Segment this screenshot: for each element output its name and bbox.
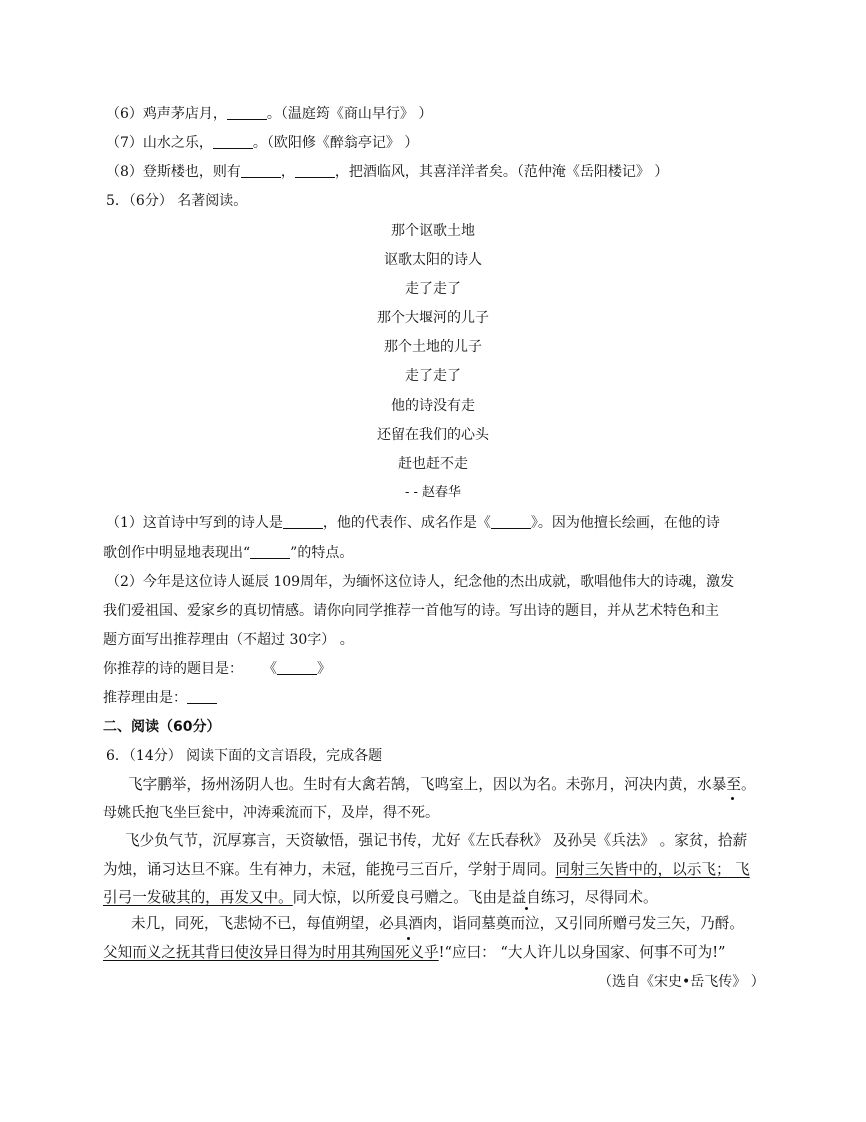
q5-sub2-line3: 题方面写出推荐理由（不超过 30字） 。 — [103, 632, 354, 648]
passage-line: 母姚氏抱飞坐巨瓮中，冲涛乘流而下，及岸，得不死。 — [103, 805, 439, 821]
q5-sub1-line2 — [103, 543, 353, 563]
poem-line: 还留在我们的心头 — [377, 427, 489, 443]
q5-sub1-text: 》。因为他擅长绘画，在他的诗 — [530, 515, 720, 531]
poem-line: 那个讴歌土地 — [391, 223, 475, 239]
q4-item-8-text-pre: （8）登斯楼也，则有 — [106, 164, 241, 180]
emphasis-dot — [525, 907, 528, 910]
passage-line: 未几，同死，飞悲恸不已，每值朔望，必具酒肉，诣同墓奠而泣，又引同所赠弓发三矢，乃酹。 — [131, 915, 744, 932]
book-mark-close: 》 — [317, 661, 331, 677]
q5-title: 5．（6分） 名著阅读。 — [106, 193, 248, 209]
passage-line — [103, 943, 726, 963]
answer-blank[interactable] — [283, 514, 323, 529]
q4-item-8-text-post: ，把酒临风，其喜洋洋者矣。（范仲淹《岳阳楼记》 ） — [334, 164, 669, 180]
answer-blank[interactable] — [491, 514, 531, 529]
poem-line: 走了走了 — [405, 281, 461, 297]
book-mark-open: 《 — [263, 661, 277, 677]
q4-item-8 — [106, 162, 668, 182]
q5-sub1-text: ”的特点。 — [290, 545, 354, 561]
poem-author: - - 赵春华 — [404, 485, 462, 500]
q5-sub1-text: 歌创作中明显地表现出“ — [103, 545, 251, 561]
underlined-sentence: 同射三矢皆中的，以示飞； 飞 — [555, 861, 750, 878]
q4-item-6-text-post: 。（温庭筠《商山早行》 ） — [266, 106, 433, 122]
q5-sub2-line2: 我们爱祖国、爱家乡的真切情感。请你向同学推荐一首他写的诗。写出诗的题目，并从艺术特色和主 — [103, 603, 719, 619]
poem-line: 讴歌太阳的诗人 — [384, 252, 482, 268]
answer-blank[interactable] — [277, 660, 317, 675]
passage-text: !“应曰： “大人许儿以身国家、何事不可为!” — [438, 944, 726, 961]
passage-line — [103, 860, 750, 880]
q5-sub1-text: ，他的代表作、成名作是《 — [322, 515, 491, 531]
q4-item-6-text-pre: （6）鸡声茅店月， — [106, 106, 227, 122]
passage-line: 飞少负气节，沉厚寡言，天资敏悟，强记书传，尤好《左氏春秋》 及孙吴《兵法》 。家贫，拾薪 — [125, 832, 748, 849]
reason-label: 推荐理由是： — [103, 690, 187, 706]
answer-blank[interactable] — [250, 544, 290, 559]
q5-sub1-line1 — [106, 513, 720, 533]
poem-line: 他的诗没有走 — [391, 398, 475, 414]
underlined-sentence: 父知而义之抚其背曰使汝异日得为时用其殉国死义乎 — [103, 944, 439, 961]
passage-source: （选自《宋史•岳飞传》 ） — [598, 974, 765, 990]
passage-line: 飞字鹏举，扬州汤阴人也。生时有大禽若鹄，飞鸣室上，因以为名。未弥月，河决内黄，水暴至。 — [128, 776, 756, 793]
q4-item-7-text-post: 。（欧阳修《醉翁亭记》 ） — [252, 135, 419, 151]
answer-blank[interactable] — [213, 134, 253, 149]
poem-line: 那个土地的儿子 — [384, 339, 482, 355]
poem-line: 那个大堰河的儿子 — [377, 310, 489, 326]
q4-item-8-text-mid: ， — [280, 164, 295, 180]
passage-line — [103, 888, 658, 908]
poem-title-answer — [103, 659, 331, 679]
answer-blank[interactable] — [187, 689, 217, 704]
passage-text: 同大惊，以所爱良弓赠之。飞由是益自练习，尽得同术。 — [292, 889, 658, 906]
poem-line: 赶也赶不走 — [398, 456, 468, 472]
q5-sub1-text: （1）这首诗中写到的诗人是 — [106, 515, 283, 531]
emphasis-dot — [407, 937, 410, 940]
answer-blank[interactable] — [295, 163, 335, 178]
q6-title: 6．（14分） 阅读下面的文言语段，完成各题 — [106, 748, 383, 764]
q4-item-7-text-pre: （7）山水之乐， — [106, 135, 213, 151]
reason-answer — [103, 688, 217, 708]
answer-blank[interactable] — [241, 163, 281, 178]
passage-text: 为烛，诵习达旦不寐。生有神力，未冠，能挽弓三百斤，学射于周同。 — [103, 861, 556, 878]
answer-blank[interactable] — [227, 105, 267, 120]
q5-sub2-line1: （2）今年是这位诗人诞辰 109周年，为缅怀这位诗人，纪念他的杰出成就，歌唱他伟大的诗魂，激发 — [106, 574, 735, 590]
poem-line: 走了走了 — [405, 368, 461, 384]
underlined-sentence: 引弓一发破其的，再发又中。 — [103, 889, 293, 906]
q4-item-7 — [106, 133, 418, 153]
q4-item-6 — [106, 104, 432, 124]
section-heading: 二、阅读（60分） — [103, 719, 221, 735]
emphasis-dot — [731, 797, 734, 800]
poem-title-label: 你推荐的诗的题目是： — [103, 661, 243, 677]
